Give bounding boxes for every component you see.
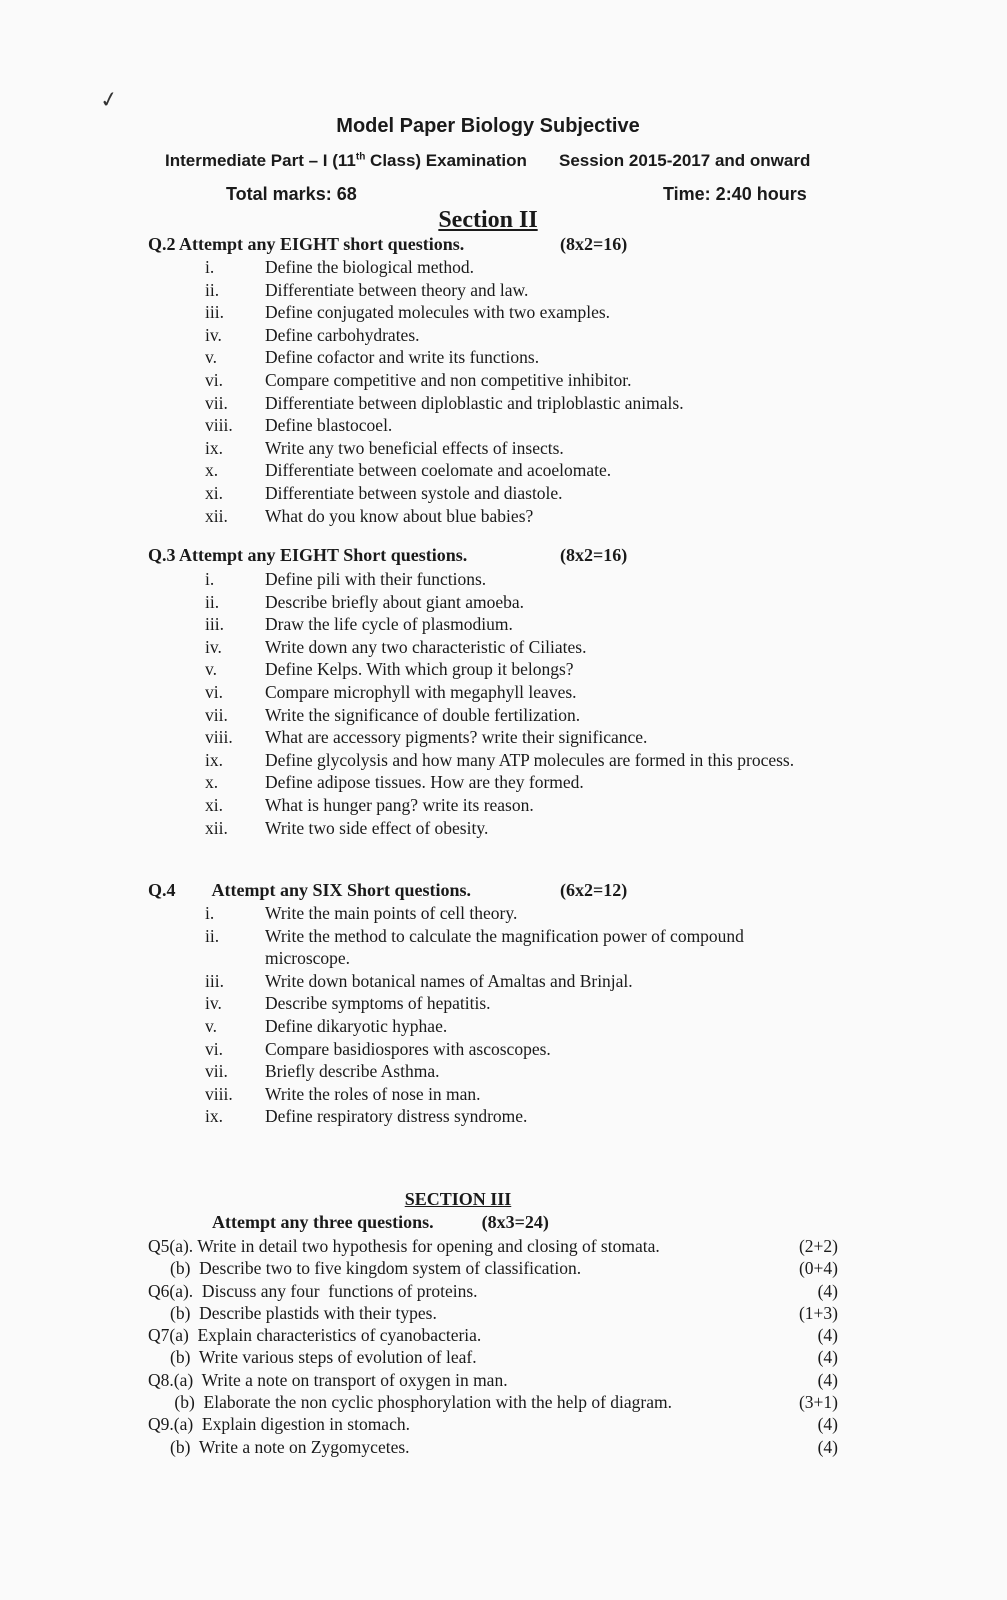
list-item xyxy=(205,414,805,437)
list-item xyxy=(205,658,805,681)
long-question-marks: (4) xyxy=(817,1436,838,1457)
item-number: vii. xyxy=(205,1061,228,1082)
list-item xyxy=(205,992,805,1015)
q2-marks: (8x2=16) xyxy=(560,234,628,254)
long-question-text: (b) Write various steps of evolution of leaf. xyxy=(170,1347,477,1368)
long-question-row xyxy=(148,1346,838,1368)
item-number: iii. xyxy=(205,970,224,991)
item-number: i. xyxy=(205,257,215,277)
list-item xyxy=(205,902,805,925)
list-item xyxy=(205,771,805,794)
list-item xyxy=(205,346,805,369)
list-item xyxy=(205,817,805,840)
item-text: Briefly describe Asthma. xyxy=(265,1061,440,1082)
q4-marks: (6x2=12) xyxy=(560,880,628,900)
long-question-text: Q5(a). Write in detail two hypothesis for opening and closing of stomata. xyxy=(148,1236,660,1256)
long-question-marks: (0+4) xyxy=(798,1258,838,1279)
long-question-marks: (3+1) xyxy=(798,1392,838,1413)
q4-number: Q.4 xyxy=(148,880,176,900)
list-item xyxy=(205,301,805,324)
long-question-marks: (2+2) xyxy=(798,1236,838,1256)
q4-heading xyxy=(148,880,628,901)
list-item xyxy=(205,1105,805,1128)
q3-marks: (8x2=16) xyxy=(560,545,628,565)
item-text: Write any two beneficial effects of insects. xyxy=(265,437,564,458)
list-item xyxy=(205,459,805,482)
item-number: ii. xyxy=(205,591,220,612)
item-text: What are accessory pigments? write their significance. xyxy=(265,727,648,748)
q2-list xyxy=(205,256,805,527)
q4-list xyxy=(205,902,805,1128)
long-question-marks: (1+3) xyxy=(798,1302,838,1323)
list-item xyxy=(205,681,805,704)
item-text: Define carbohydrates. xyxy=(265,324,420,345)
q3-heading xyxy=(148,545,628,566)
item-number: ix. xyxy=(205,749,223,770)
item-text: Describe symptoms of hepatitis. xyxy=(265,993,491,1014)
item-number: xii. xyxy=(205,817,228,838)
list-item xyxy=(205,1060,805,1083)
item-text: Differentiate between systole and diastole. xyxy=(265,482,563,503)
item-number: ii. xyxy=(205,279,220,300)
list-item xyxy=(205,970,805,993)
item-text: Define cofactor and write its functions. xyxy=(265,347,540,368)
item-number: viii. xyxy=(205,415,233,436)
long-question-text: (b) Write a note on Zygomycetes. xyxy=(170,1436,410,1457)
list-item xyxy=(205,369,805,392)
item-number: i. xyxy=(205,903,215,923)
q3-label: Q.3 Attempt any EIGHT Short questions. xyxy=(148,545,468,565)
list-item xyxy=(205,279,805,302)
item-number: vii. xyxy=(205,392,228,413)
long-question-text: Q8.(a) Write a note on transport of oxygen in man. xyxy=(148,1369,508,1390)
time-allowed: Time: 2:40 hours xyxy=(663,184,807,204)
item-number: i. xyxy=(205,569,215,589)
long-question-text: (b) Describe plastids with their types. xyxy=(170,1302,437,1323)
long-question-marks: (4) xyxy=(817,1369,838,1390)
item-number: vii. xyxy=(205,704,228,725)
long-question-text: Q6(a). Discuss any four functions of proteins. xyxy=(148,1280,478,1301)
long-question-row xyxy=(148,1413,838,1435)
item-text: Define the biological method. xyxy=(265,257,474,277)
item-text: Define conjugated molecules with two examples. xyxy=(265,302,611,323)
session: Session 2015-2017 and onward xyxy=(559,151,811,170)
long-question-row xyxy=(148,1302,838,1324)
list-item xyxy=(205,591,805,614)
long-question-text: Q7(a) Explain characteristics of cyanobacteria. xyxy=(148,1325,482,1346)
item-number: ii. xyxy=(205,925,220,946)
list-item xyxy=(205,1083,805,1106)
q2-heading xyxy=(148,234,628,255)
item-text: Write the roles of nose in man. xyxy=(265,1083,481,1104)
long-question-marks: (4) xyxy=(817,1280,838,1301)
item-text: Differentiate between diploblastic and triploblastic animals. xyxy=(265,392,684,413)
item-number: viii. xyxy=(205,727,233,748)
item-text: What is hunger pang? write its reason. xyxy=(265,794,534,815)
item-number: iii. xyxy=(205,302,224,323)
q2-label: Q.2 Attempt any EIGHT short questions. xyxy=(148,234,465,254)
list-item xyxy=(205,613,805,636)
section-3-title: SECTION III xyxy=(404,1189,512,1209)
list-item xyxy=(205,1015,805,1038)
item-number: vi. xyxy=(205,681,223,702)
list-item xyxy=(205,392,805,415)
item-text: Define blastocoel. xyxy=(265,415,393,436)
item-text: Describe briefly about giant amoeba. xyxy=(265,591,524,612)
list-item xyxy=(205,704,805,727)
item-text: Compare competitive and non competitive inhibitor. xyxy=(265,369,632,390)
item-text: Define respiratory distress syndrome. xyxy=(265,1106,528,1127)
list-item xyxy=(205,437,805,460)
long-question-text: (b) Elaborate the non cyclic phosphorylation with the help of diagram. xyxy=(170,1392,673,1413)
item-number: iii. xyxy=(205,614,224,635)
item-text: Write down any two characteristic of Ciliates. xyxy=(265,636,587,657)
section-3-instruction xyxy=(212,1212,549,1233)
item-text: Differentiate between theory and law. xyxy=(265,279,529,300)
list-item xyxy=(205,794,805,817)
item-text: Define glycolysis and how many ATP molecules are formed in this process. xyxy=(265,749,795,770)
q4-label: Attempt any SIX Short questions. xyxy=(211,880,472,900)
page-title: Model Paper Biology Subjective xyxy=(336,115,640,137)
q3-list xyxy=(205,568,805,839)
exam-line xyxy=(165,151,527,171)
item-text: Write down botanical names of Amaltas and Brinjal. xyxy=(265,970,633,991)
section-2-title: Section II xyxy=(438,207,538,233)
list-item xyxy=(205,749,805,772)
item-number: vi. xyxy=(205,1038,223,1059)
long-question-marks: (4) xyxy=(817,1414,838,1435)
item-text: Define dikaryotic hyphae. xyxy=(265,1015,448,1036)
long-question-row xyxy=(148,1280,838,1302)
section-3-instruction-text: Attempt any three questions. xyxy=(212,1212,434,1232)
long-question-text: Q9.(a) Explain digestion in stomach. xyxy=(148,1414,410,1435)
long-question-row xyxy=(148,1257,838,1279)
item-text: Write the significance of double fertilization. xyxy=(265,704,581,725)
list-item xyxy=(205,1038,805,1061)
item-text: Write the method to calculate the magnification power of compound microscope. xyxy=(265,925,744,969)
item-number: vi. xyxy=(205,369,223,390)
item-number: viii. xyxy=(205,1083,233,1104)
item-number: iv. xyxy=(205,993,222,1014)
total-marks: Total marks: 68 xyxy=(226,184,357,204)
long-question-row xyxy=(148,1324,838,1346)
long-question-row xyxy=(148,1369,838,1391)
item-text: Write two side effect of obesity. xyxy=(265,817,489,838)
long-question-marks: (4) xyxy=(817,1325,838,1346)
item-number: v. xyxy=(205,347,217,368)
exam-line-end: Class) Examination xyxy=(365,151,527,170)
list-item xyxy=(205,636,805,659)
item-text: Define Kelps. With which group it belongs? xyxy=(265,659,574,680)
long-question-row xyxy=(148,1391,838,1413)
list-item xyxy=(205,568,805,591)
exam-line-sup: th xyxy=(355,151,366,163)
list-item xyxy=(205,324,805,347)
item-number: iv. xyxy=(205,324,222,345)
list-item xyxy=(205,256,805,279)
item-number: xi. xyxy=(205,794,223,815)
item-text: Define adipose tissues. How are they formed. xyxy=(265,772,584,793)
long-question-row xyxy=(148,1436,838,1458)
item-number: iv. xyxy=(205,636,222,657)
section-3-marks: (8x3=24) xyxy=(481,1212,549,1232)
item-text: Differentiate between coelomate and acoelomate. xyxy=(265,460,612,481)
item-number: v. xyxy=(205,659,217,680)
item-text: Compare microphyll with megaphyll leaves. xyxy=(265,681,577,702)
long-question-text: (b) Describe two to five kingdom system of classification. xyxy=(170,1258,582,1279)
item-number: xi. xyxy=(205,482,223,503)
exam-line-start: Intermediate Part – I (11 xyxy=(165,151,356,170)
check-mark-icon: ✓ xyxy=(97,86,121,115)
item-text: Define pili with their functions. xyxy=(265,569,487,589)
item-number: v. xyxy=(205,1015,217,1036)
item-number: xii. xyxy=(205,505,228,526)
item-number: ix. xyxy=(205,437,223,458)
list-item xyxy=(205,505,805,528)
long-questions xyxy=(148,1235,838,1458)
item-number: x. xyxy=(205,772,219,793)
item-number: x. xyxy=(205,460,219,481)
list-item xyxy=(205,925,805,970)
long-question-marks: (4) xyxy=(817,1347,838,1368)
list-item xyxy=(205,482,805,505)
item-text: Write the main points of cell theory. xyxy=(265,903,518,923)
item-number: ix. xyxy=(205,1106,223,1127)
item-text: What do you know about blue babies? xyxy=(265,505,534,526)
list-item xyxy=(205,726,805,749)
long-question-row xyxy=(148,1235,838,1257)
item-text: Compare basidiospores with ascoscopes. xyxy=(265,1038,551,1059)
item-text: Draw the life cycle of plasmodium. xyxy=(265,614,513,635)
